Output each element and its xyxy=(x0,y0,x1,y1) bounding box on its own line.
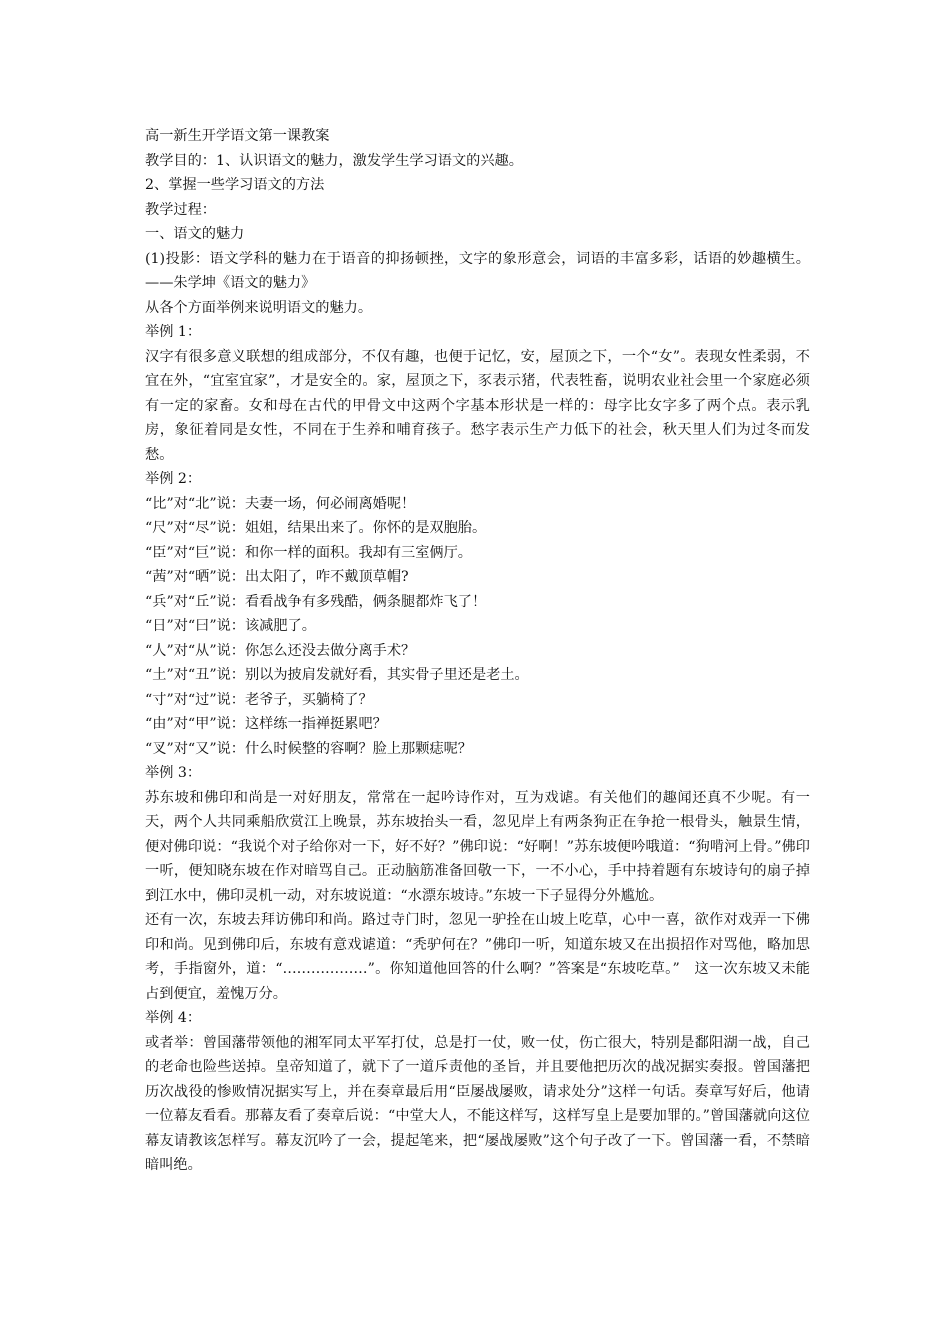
process-label: 教学过程： xyxy=(145,201,216,218)
example-3-paragraph-1: 苏东坡和佛印和尚是一对好朋友，常常在一起吟诗作对，互为戏谑。有关他们的趣闻还真不少呢。有一天，两个人共同乘船欣赏江上晚景，苏东坡抬头一看，忽见岸上有两条狗正在争抢一根骨头，触景生情，便对佛印说：“我说个对子给你对一下，好不好？”佛印说：“好啊！”苏东坡便吟哦道：“狗啃河上骨。”佛印一听，便知晓东坡在作对暗骂自己。正动脑筋准备回敬一下，一不小心，手中持着题有东坡诗句的扇子掉到江水中，佛印灵机一动，对东坡说道：“水漂东坡诗。”东坡一下子显得分外尴尬。 xyxy=(145,789,810,904)
dialogue-line: “比”对“北”说：夫妻一场，何必闹离婚呢！ xyxy=(145,495,416,512)
example-1-body: 汉字有很多意义联想的组成部分，不仅有趣，也便于记忆，安，屋顶之下，一个“女”。表现女性柔弱，不宜在外，“宜室宜家”，才是安全的。家，屋顶之下，豕表示猪，代表牲畜，说明农业社会里一个家庭必须有一定的家畜。女和母在古代的甲骨文中这两个字基本形状是一样的：母字比女字多了两个点。表示乳房，象征着同是女性，不同在于生养和哺育孩子。愁字表示生产力低下的社会，秋天里人们为过冬而发愁。 xyxy=(145,348,810,463)
example-2-heading: 举例 2： xyxy=(145,471,202,487)
dialogue-line: “叉”对“又”说：什么时候整的容啊？脸上那颗痣呢？ xyxy=(145,740,472,757)
example-3-heading: 举例 3： xyxy=(145,765,202,781)
example-4-body: 或者举：曾国藩带领他的湘军同太平军打仗，总是打一仗，败一仗，伤亡很大，特别是鄱阳湖一战，自己的老命也险些送掉。皇帝知道了，就下了一道斥责他的圣旨，并且要他把历次的战况据实奏报。曾国藩把历次战役的惨败情况据实写上，并在奏章最后用“臣屡战屡败，请求处分”这样一句话。奏章写好后，他请一位幕友看看。那幕友看了奏章后说：“中堂大人，不能这样写，这样写皇上是要加罪的。”曾国藩就向这位幕友请教该怎样写。幕友沉吟了一会，提起笔来，把“屡战屡败”这个句子改了一下。曾国藩一看，不禁暗暗叫绝。 xyxy=(145,1034,810,1173)
example-3-paragraph-2: 还有一次，东坡去拜访佛印和尚。路过寺门时，忽见一驴拴在山坡上吃草，心中一喜，欲作对戏弄一下佛印和尚。见到佛印后，东坡有意戏谑道：“秃驴何在？”佛印一听，知道东坡又在出损招作对骂他，略加思考，手指窗外，道：“………………”。你知道他回答的什么啊？”答案是“东坡吃草。” 这一次东坡又未能占到便宜，羞愧万分。 xyxy=(145,912,810,1002)
projection-quote: (1)投影：语文学科的魅力在于语音的抑扬顿挫，文字的象形意会，词语的丰富多彩，话语的妙趣横生。——朱学坤《语文的魅力》 xyxy=(145,250,810,291)
section-heading: 一、语文的魅力 xyxy=(145,226,245,242)
example-1-heading: 举例 1： xyxy=(145,324,202,340)
objective-1: 教学目的：1、认识语文的魅力，激发学生学习语文的兴趣。 xyxy=(145,152,523,169)
dialogue-line: “寸”对“过”说：老爷子，买躺椅了？ xyxy=(145,691,373,708)
dialogue-line: “茜”对“晒”说：出太阳了，咋不戴顶草帽? xyxy=(145,569,409,585)
dialogue-line: “尺”对“尽”说：姐姐，结果出来了。你怀的是双胞胎。 xyxy=(145,520,487,536)
dialogue-line: “日”对“曰”说：该减肥了。 xyxy=(145,618,316,634)
dialogue-line: “人”对“从”说：你怎么还没去做分离手术？ xyxy=(145,642,416,659)
dialogue-line: “臣”对“巨”说：和你一样的面积。我却有三室俩厅。 xyxy=(145,544,472,561)
instruction-text: 从各个方面举例来说明语文的魅力。 xyxy=(145,299,373,316)
objective-2: 2、掌握一些学习语文的方法 xyxy=(145,177,325,193)
example-4-heading: 举例 4： xyxy=(145,1010,202,1026)
lesson-plan-document xyxy=(145,124,810,1178)
dialogue-line: “由”对“甲”说：这样练一指禅挺累吧？ xyxy=(145,716,387,732)
document-title: 高一新生开学语文第一课教案 xyxy=(145,128,330,144)
dialogue-line: “土”对“丑”说：别以为披肩发就好看，其实骨子里还是老土。 xyxy=(145,667,529,683)
dialogue-line: “兵”对“丘”说：看看战争有多残酷，俩条腿都炸飞了！ xyxy=(145,593,487,610)
